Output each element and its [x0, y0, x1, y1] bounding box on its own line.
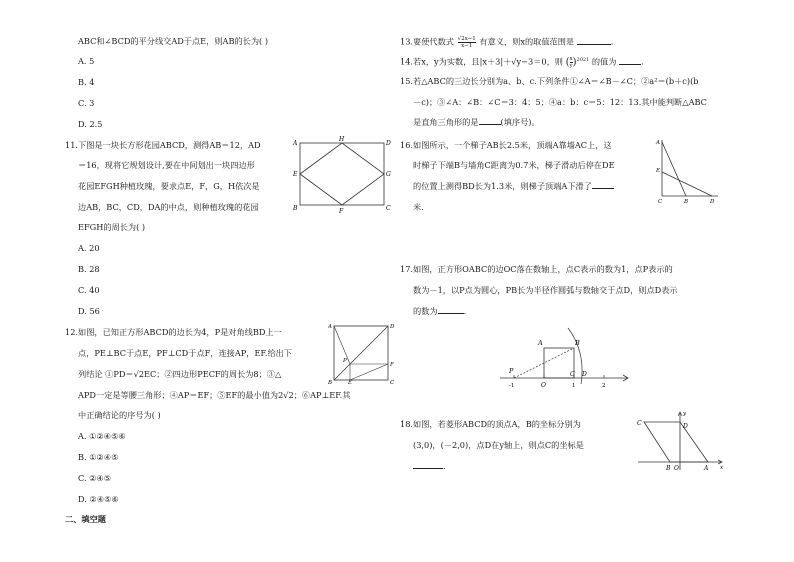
q16-line-3-text: 的位置上测得BD长为1.3米，则梯子顶端A下滑了: [413, 181, 592, 191]
q18-label-x: x: [720, 465, 724, 471]
q11-label-d: D: [386, 140, 391, 147]
q13-prefix: 13.要使代数式: [400, 36, 454, 47]
q11-figure: [292, 134, 392, 214]
q11-line-3: 花园EFGH种植玫瑰，要求点E，F，G，H依次是: [78, 181, 260, 191]
q12-label-d: D: [390, 324, 395, 330]
q13-suffix: 有意义，则x的取值范围是: [479, 36, 575, 47]
q18-label-d: D: [683, 423, 688, 430]
q14-answer-blank: [619, 64, 641, 65]
right-column: [400, 0, 730, 562]
q16-answer-blank: [592, 188, 614, 189]
q14-exponent: 2021: [576, 57, 590, 63]
q17-figure: [494, 322, 634, 392]
q17-tick-minus-one: -1: [509, 383, 515, 389]
q18-label-a: A: [704, 465, 709, 472]
q15-line-3-text: 是直角三角形的是: [413, 117, 479, 127]
q13-frac-top: √2x−1: [457, 36, 476, 42]
q12-option-c: C. ②④⑤: [78, 473, 112, 483]
q16-line-3: [413, 181, 614, 192]
q11-option-a: A. 20: [78, 243, 100, 253]
q18-line-3: [413, 461, 446, 472]
q11-option-c: C. 40: [78, 285, 100, 295]
q11-option-d: D. 56: [78, 306, 100, 316]
q10-option-c: C. 3: [78, 98, 95, 108]
q10-option-d: D. 2.5: [78, 119, 103, 129]
q17-label-b: B: [575, 339, 580, 347]
q17-label-d: D: [582, 371, 587, 378]
q17-line-2: 数为－1，以P点为圆心，PB长为半径作圆弧与数轴交于点D，则点D表示: [413, 285, 678, 295]
q12-label-f: F: [390, 362, 394, 368]
q16-label-e: E: [656, 168, 661, 174]
q10-option-b: B. 4: [78, 77, 95, 87]
q18-figure: [634, 408, 726, 474]
q12-line-2: 点，PE⊥BC于点E，PF⊥CD于点F，连接AP，EF.给出下: [78, 348, 293, 358]
q14-line: 14.若x，y为实数，且|x＋3|＋√y−3＝0，则 ( $\frac{x}{y}$ )$^{2021}$ 的值为 .: [400, 56, 644, 70]
left-column: [65, 0, 408, 562]
q17-label-p: P: [509, 367, 514, 375]
q17-line-3-text: 的数为: [413, 306, 438, 316]
q17-answer-blank: [438, 313, 464, 314]
q17-label-o: O: [541, 382, 546, 389]
q16-line-4: 米.: [413, 202, 424, 212]
q11-label-f: F: [339, 208, 344, 214]
q18-label-c: C: [637, 420, 642, 427]
q11-line-1: 11.下图是一块长方形花园ABCD，测得AB＝12，AD: [65, 140, 261, 150]
q16-label-a: A: [656, 140, 660, 146]
q11-line-2: ＝16，现将它规划设计,要在中间划出一块四边形: [78, 160, 255, 170]
q15-tail: (填序号)。: [500, 117, 540, 127]
q13-frac-bottom: x−1: [461, 43, 473, 49]
q10-option-a: A. 5: [78, 56, 95, 66]
q12-line-1: 12.如图，已知正方形ABCD的边长为4，P是对角线BD上一: [65, 327, 282, 337]
q18-label-y: y: [683, 411, 687, 417]
q11-line-4: 边AB，BC，CD，DA的中点，则种植玫瑰的花园: [78, 202, 259, 212]
q10-tail: ABC和∠BCD的平分线交AD于点E，则AB的长为( ): [78, 36, 269, 46]
q18-answer-blank: [413, 468, 443, 469]
q18-line-2: (3,0)，(－2,0)，点D在y轴上，则点C的坐标是: [413, 440, 584, 450]
q15-line-1: 15.若△ABC的三边长分别为a、b、c.下列条件①∠A＝∠B－∠C；②a²＝(b＋c)(b: [400, 76, 699, 86]
q14-suffix: 的值为: [591, 56, 617, 67]
q11-label-h: H: [339, 136, 345, 143]
q13-answer-blank: [577, 44, 611, 45]
q12-option-d: D. ②④⑤⑥: [78, 494, 119, 504]
q11-line-5: EFGH的周长为( ): [78, 222, 146, 232]
q11-label-b: B: [293, 205, 298, 212]
q17-label-c: C: [570, 371, 575, 378]
q16-line-2: 时梯子下端B与墙角C距离为0.7米，梯子滑动后停在DE: [413, 160, 615, 170]
q14-prefix: 14.若x，y为实数，且|x＋3|＋√y−3＝0，则: [400, 56, 563, 67]
q16-figure: [652, 134, 724, 206]
q11-label-a: A: [293, 140, 298, 147]
q12-line-3: 列结论 ①PD＝√2EC；②四边形PECF的周长为8；③△: [78, 369, 282, 379]
q11-label-e: E: [293, 171, 298, 178]
q12-label-p: P: [343, 358, 347, 364]
q17-line-3: 的数为 .: [413, 306, 467, 316]
q16-label-b: B: [684, 199, 689, 205]
q14-frac-bottom: y: [569, 63, 573, 70]
q17-label-a: A: [538, 339, 543, 347]
q12-line-5: 中正确结论的序号为( ): [78, 410, 161, 420]
q12-label-e: E: [348, 380, 353, 384]
q12-label-a: A: [328, 324, 332, 330]
section-title: 二、填空题: [65, 514, 106, 524]
q13-line: 13.要使代数式 $\frac{√2x-1}{x-1}$ 有意义，则x的取值范围是 .: [400, 36, 614, 49]
q17-line-1: 17.如图，正方形OABC的边OC落在数轴上，点C表示的数为1，点P表示的: [400, 264, 673, 274]
q18-label-o: O: [674, 465, 679, 472]
q12-label-b: B: [328, 380, 333, 384]
q12-option-b: B. ①②④⑤: [78, 452, 119, 462]
q13-fraction: [458, 36, 476, 49]
q15-line-2: －c)；③∠A：∠B：∠C＝3：4：5；④a：b：c＝5：12：13.其中能判断△ABC: [413, 97, 707, 107]
q14-frac-top: x: [569, 56, 573, 63]
q12-line-4: APD一定是等腰三角形；④AP＝EF；⑤EF的最小值为2√2；⑥AP⊥EF.其: [78, 390, 351, 400]
q16-label-d: D: [710, 199, 715, 205]
q15-line-3: [413, 117, 540, 128]
q17-tick-two: 2: [602, 383, 606, 389]
q12-option-a: A. ①②④⑤⑥: [78, 431, 126, 441]
q17-tick-one: 1: [572, 383, 576, 389]
q11-option-b: B. 28: [78, 264, 100, 274]
q11-label-g: G: [386, 171, 391, 178]
q12-label-c: C: [390, 380, 395, 384]
q18-line-3-text: .: [443, 461, 446, 471]
q11-label-c: C: [386, 205, 391, 212]
q12-figure: [328, 322, 398, 384]
q18-line-1: 18.如图，若菱形ABCD的顶点A，B的坐标分别为: [400, 419, 581, 429]
q16-line-1: 16.如图所示，一个梯子AB长2.5米，顶端A靠墙AC上，这: [400, 140, 612, 150]
q18-label-b: B: [666, 465, 671, 472]
q15-answer-blank: [479, 124, 501, 125]
q16-label-c: C: [658, 199, 663, 205]
